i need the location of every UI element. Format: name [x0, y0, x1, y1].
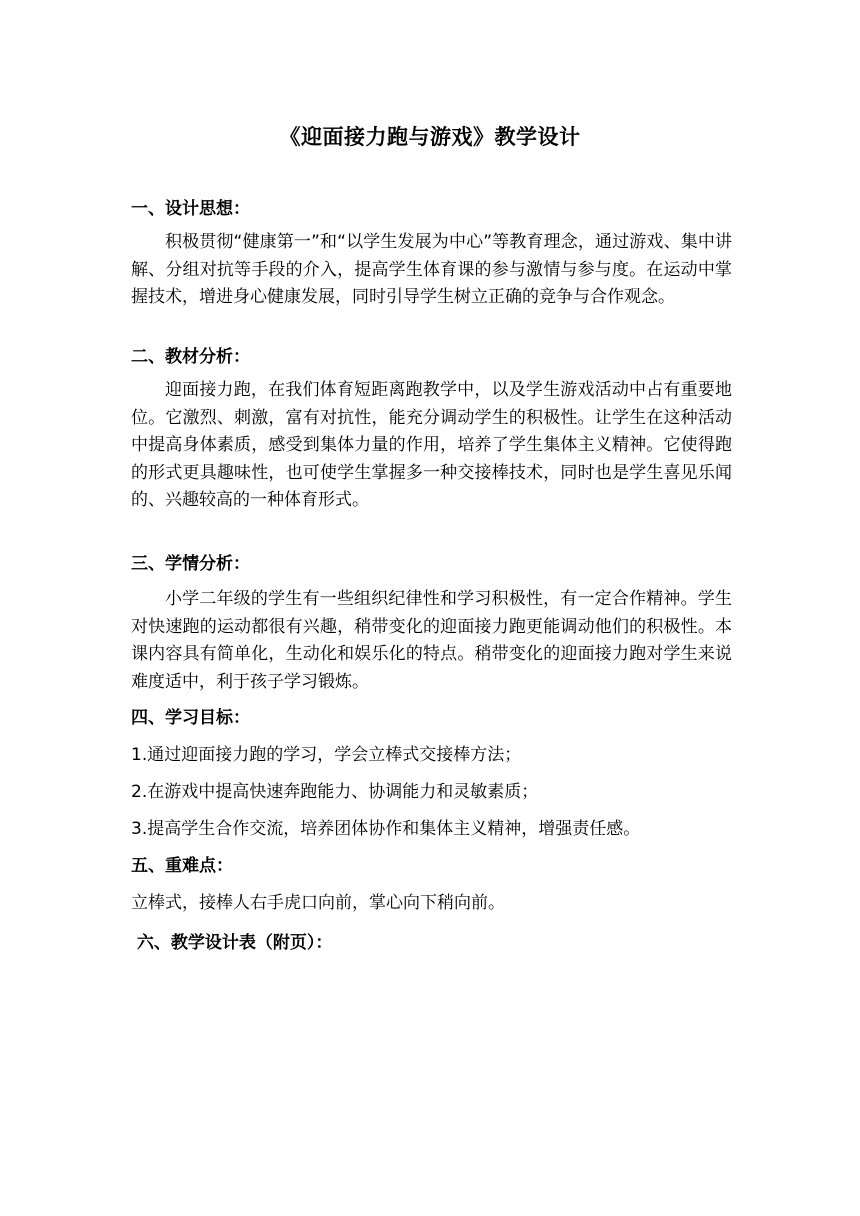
section-heading-design-idea: 一、设计思想： — [131, 199, 250, 219]
section-body-learner-analysis: 小学二年级的学生有一些组织纪律性和学习积极性，有一定合作精神。学生对快速跑的运动都很有兴趣，稍带变化的迎面接力跑更能调动他们的积极性。本课内容具有简单化，生动化和娱乐化的特点。稍带变化的迎面接力跑对学生来说难度适中，利于孩子学习锻炼。 — [131, 589, 732, 692]
document-title: 《迎面接力跑与游戏》教学设计 — [279, 125, 581, 149]
learning-goal-item: 1.通过迎面接力跑的学习，学会立棒式交接棒方法； — [131, 745, 522, 765]
section-heading-design-table: 六、教学设计表（附页）： — [131, 933, 333, 953]
section-body-material-analysis: 迎面接力跑，在我们体育短距离跑教学中，以及学生游戏活动中占有重要地位。它激烈、刺激，富有对抗性，能充分调动学生的积极性。让学生在这种活动中提高身体素质，感受到集体力量的作用，培养了学生集体主义精神。它使得跑的形式更具趣味性，也可使学生掌握多一种交接棒技术，同时也是学生喜见乐闻的、兴趣较高的一种体育形式。 — [131, 380, 732, 510]
section-heading-learning-goals: 四、学习目标： — [131, 708, 250, 728]
key-points-text: 立棒式，接棒人右手虎口向前，掌心向下稍向前。 — [131, 893, 505, 913]
section-body-design-idea: 积极贯彻“健康第一”和“以学生发展为中心”等教育理念，通过游戏、集中讲解、分组对抗等手段的介入，提高学生体育课的参与激情与参与度。在运动中掌握技术，增进身心健康发展，同时引导学生树立正确的竞争与合作观念。 — [131, 232, 732, 307]
learning-goal-item: 3.提高学生合作交流，培养团体协作和集体主义精神，增强责任感。 — [131, 819, 641, 839]
section-heading-material-analysis: 二、教材分析： — [131, 347, 250, 367]
section-heading-key-points: 五、重难点： — [131, 856, 233, 876]
section-heading-learner-analysis: 三、学情分析： — [131, 554, 250, 574]
learning-goal-item: 2.在游戏中提高快速奔跑能力、协调能力和灵敏素质； — [131, 782, 539, 802]
